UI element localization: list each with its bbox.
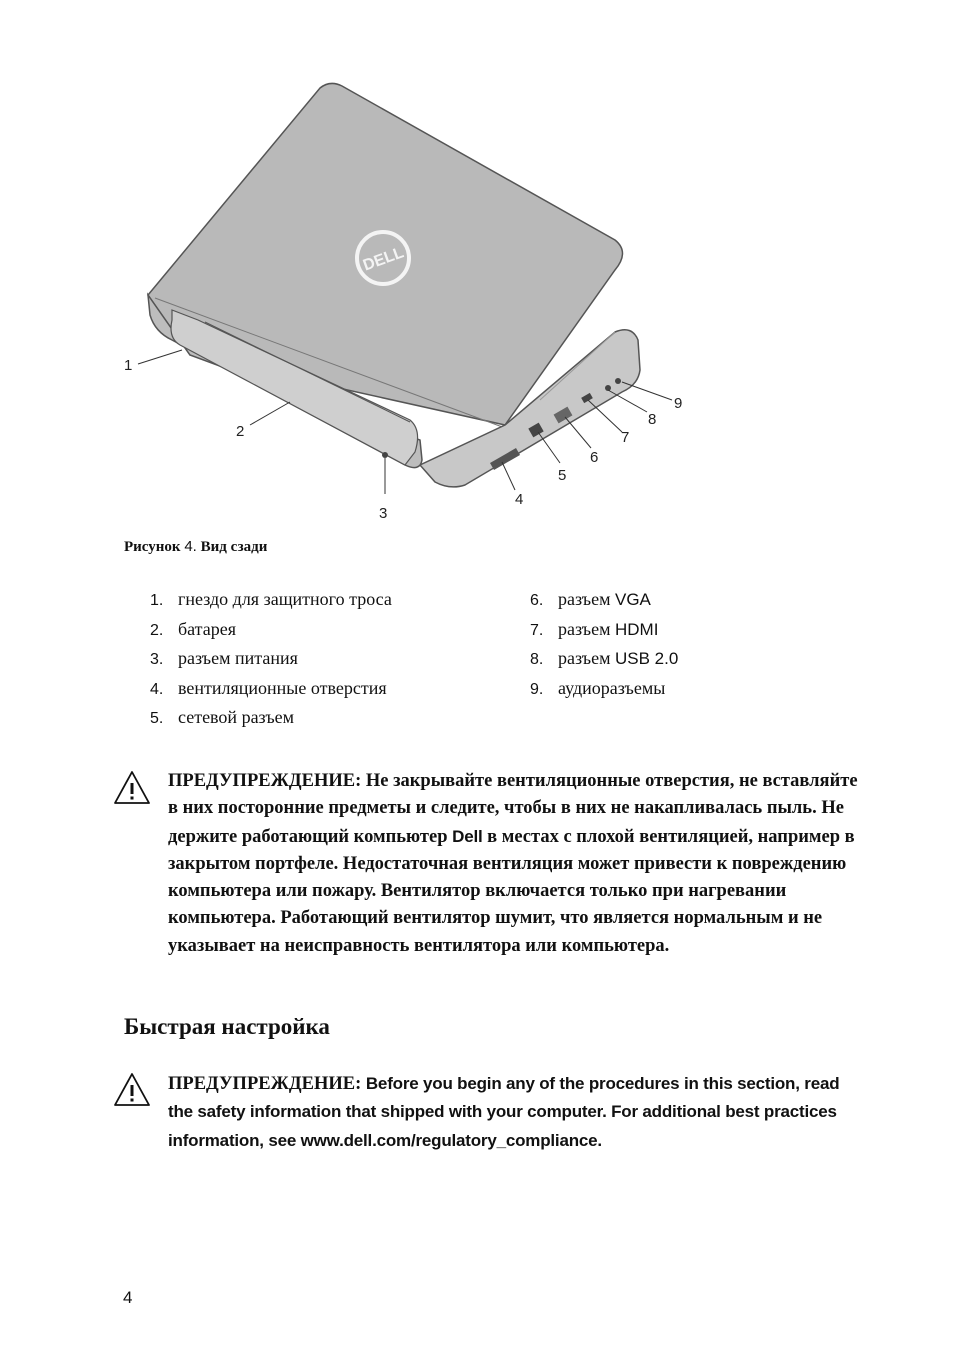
list-item: 5. сетевой разъем xyxy=(150,707,295,728)
list-item: 2. батарея xyxy=(150,618,237,639)
section-heading: Быстрая настройка xyxy=(124,1014,330,1039)
callout-1: 1 xyxy=(124,357,133,374)
brand-name: Dell xyxy=(452,826,483,846)
callout-7: 7 xyxy=(621,429,630,446)
list-item: 6. разъем VGA xyxy=(530,589,651,609)
callout-4: 4 xyxy=(515,491,524,508)
list-item: 9. аудиоразъемы xyxy=(530,677,666,698)
callout-6: 6 xyxy=(590,449,599,466)
list-item: 4. вентиляционные отверстия xyxy=(150,677,387,698)
callout-8: 8 xyxy=(648,411,657,428)
list-item: 3. разъем питания xyxy=(150,648,298,669)
warning-label: ПРЕДУПРЕЖДЕНИЕ: xyxy=(168,771,362,791)
callout-9: 9 xyxy=(674,395,683,412)
warning-triangle-icon xyxy=(113,1072,151,1108)
warning-body: Before you begin any of the procedures in this section, read the safety information that shipped with your computer. For additional best practices information, see www.dell.com/regulatory_compliance. xyxy=(168,1074,840,1150)
figure-caption: Рисунок 4. Вид сзади xyxy=(124,538,268,555)
list-item: 7. разъем HDMI xyxy=(530,618,659,639)
svg-text:DELL: DELL xyxy=(360,244,407,275)
warning-body: Не закрывайте вентиляционные отверстия, не вставляйте в них посторонние предметы и следите, чтобы в них не накапливалась пыль. Не держите работающий компьютер xyxy=(168,771,858,847)
warning-body-continued: в местах с плохой вентиляцией, например в закрытом портфеле. Недостаточная вентиляция может привести к повреждению компьютера или пожару. Вентилятор включается только при нагревании компьютера. Работающий вентилятор шумит, что является нормальным и не указывает на неисправность вентилятора или компьютера. xyxy=(168,826,855,956)
callout-2: 2 xyxy=(236,423,245,440)
callout-5: 5 xyxy=(558,467,567,484)
warning-label: ПРЕДУПРЕЖДЕНИЕ: xyxy=(168,1074,362,1094)
callout-3: 3 xyxy=(379,505,388,522)
page-number: 4 xyxy=(123,1288,133,1307)
warning-triangle-icon xyxy=(113,770,151,806)
laptop-rear-view-illustration xyxy=(110,70,730,530)
list-item: 1. гнездо для защитного троса xyxy=(150,589,392,609)
list-item: 8. разъем USB 2.0 xyxy=(530,648,679,669)
